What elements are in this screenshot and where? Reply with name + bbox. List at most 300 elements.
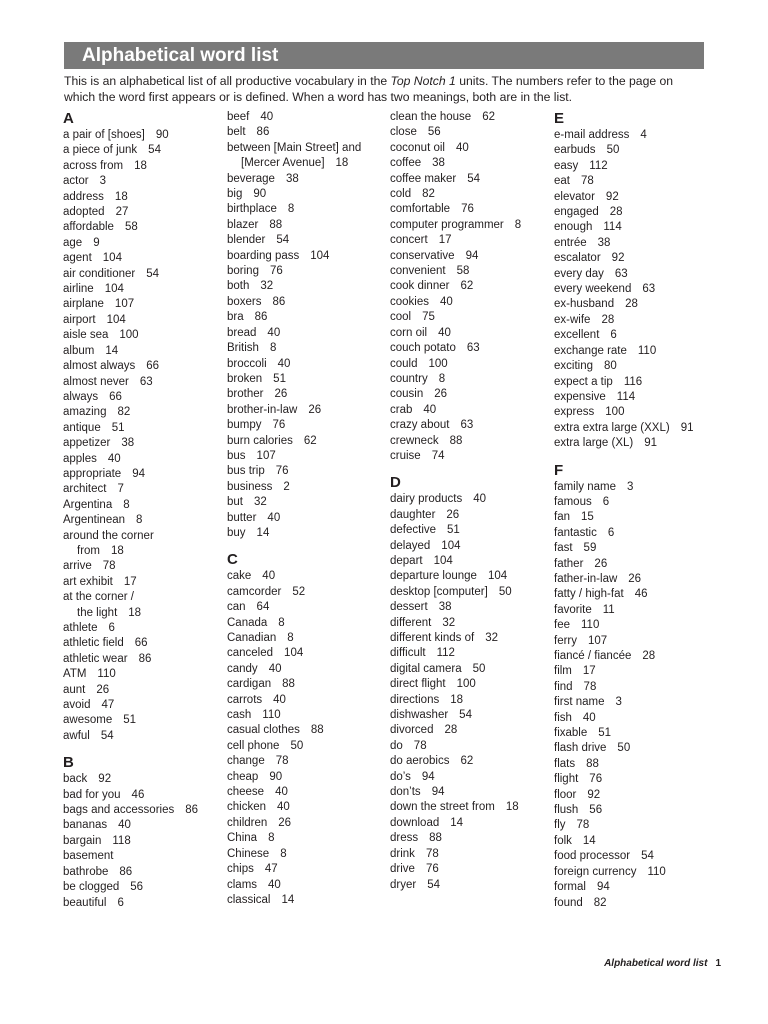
entry-page-number: 92 [611,252,625,265]
word-entry [554,865,714,880]
entry-word: drive [390,863,415,876]
entry-word: flight [554,773,579,786]
entry-word: could [390,357,418,370]
entry-word: casual clothes [227,724,300,737]
entry-page-number: 88 [429,832,442,845]
word-entry [554,480,714,495]
word-entry [227,677,385,692]
entry-word-line2: [Mercer Avenue] [241,157,325,170]
word-entry [227,526,385,541]
word-list [390,110,550,464]
entry-word: enough [554,221,593,234]
section-gap [390,464,550,474]
entry-page-number: 2 [283,480,290,493]
word-entry [554,803,714,818]
entry-page-number: 104 [102,252,122,265]
word-entry [390,800,550,815]
word-entry [227,310,385,325]
word-entry [554,375,714,390]
entry-page-number: 107 [588,634,608,647]
entry-word: delayed [390,539,431,552]
entry-word: entrée [554,236,587,249]
entry-word: boarding pass [227,249,300,262]
entry-word: boxers [227,295,262,308]
word-entry [390,770,550,785]
entry-word: children [227,816,268,829]
entry-page-number: 92 [605,190,619,203]
word-entry [63,482,221,497]
entry-word: extra large (XL) [554,437,634,450]
entry-page-number: 51 [447,524,460,537]
word-section [63,754,221,911]
word-entry [227,357,385,372]
word-entry [227,110,385,125]
intro-book-title: Top Notch 1 [390,74,456,88]
entry-word: directions [390,693,440,706]
entry-word: beautiful [63,896,107,909]
title-bar [64,42,704,69]
entry-word: digital camera [390,662,462,675]
entry-page-number: 8 [287,203,295,216]
word-entry [554,220,714,235]
word-entry [390,616,550,631]
word-entry [63,529,221,560]
word-entry [554,757,714,772]
entry-word: blender [227,234,266,247]
entry-word-continued [227,156,385,171]
entry-page-number: 50 [498,585,512,598]
entry-page-number: 28 [609,206,623,219]
entry-page-number: 88 [282,678,295,691]
word-list [227,569,385,908]
entry-page-number: 88 [269,218,283,231]
word-entry [227,141,385,172]
entry-page-number: 56 [427,126,441,139]
section-letter: C [227,551,238,569]
entry-word: adopted [63,206,105,219]
entry-page-number: 78 [413,739,427,752]
entry-word: crewneck [390,434,439,447]
entry-page-number: 40 [118,819,131,832]
word-entry [390,554,550,569]
entry-word: basement [63,850,114,863]
entry-page-number: 110 [262,709,281,722]
entry-page-number: 54 [467,172,481,185]
entry-word: earbuds [554,144,596,157]
word-entry [63,313,221,328]
entry-word: first name [554,696,605,709]
entry-page-number: 40 [275,786,288,799]
entry-word: father [554,557,584,570]
word-list [227,110,385,541]
word-entry [554,680,714,695]
word-entry [63,513,221,528]
entry-page-number: 76 [425,863,439,876]
word-entry [63,421,221,436]
entry-page-number: 52 [292,585,306,598]
word-entry [227,878,385,893]
entry-word: elevator [554,190,595,203]
section-gap [63,744,221,754]
entry-page-number: 104 [487,570,508,583]
word-entry [227,662,385,677]
entry-word: floor [554,788,577,801]
entry-word: Canadian [227,632,277,644]
word-entry [227,125,385,140]
entry-page-number: 51 [598,727,612,740]
entry-word: athletic field [63,637,124,650]
entry-page-number: 18 [134,159,147,172]
entry-word: coconut oil [390,141,445,154]
entry-page-number: 90 [253,188,267,201]
word-entry [554,741,714,756]
entry-page-number: 14 [105,344,119,357]
entry-word: cheese [227,786,265,799]
word-entry [390,878,550,893]
entry-word: fee [554,619,570,632]
word-entry [63,683,221,698]
word-entry [554,603,714,618]
entry-page-number: 112 [589,159,608,172]
word-entry [63,267,221,282]
word-section [554,110,714,452]
word-entry [227,295,385,310]
entry-word: close [390,126,417,139]
entry-word: athlete [63,622,98,634]
word-entry [554,649,714,664]
word-entry [227,403,385,418]
entry-word: easy [554,159,579,172]
word-entry [227,646,385,661]
entry-page-number: 32 [260,280,274,293]
entry-word: ATM [63,668,87,681]
word-entry [63,174,221,189]
word-entry [63,205,221,220]
entry-word: departure lounge [390,570,477,583]
entry-page-number: 76 [589,773,603,786]
entry-page-number: 40 [267,511,281,524]
entry-page-number: 26 [274,388,288,401]
entry-page-number: 6 [108,622,115,634]
entry-page-number: 4 [640,129,647,141]
entry-word: coffee [390,157,422,170]
word-entry [554,390,714,405]
word-entry [390,539,550,554]
entry-word: favorite [554,603,592,616]
word-column-1 [63,110,221,911]
word-entry [554,282,714,297]
entry-page-number: 17 [123,575,137,588]
entry-word: engaged [554,206,599,219]
entry-page-number: 40 [107,452,121,465]
entry-page-number: 32 [485,632,498,644]
entry-word: down the street from [390,801,495,814]
entry-page-number: 8 [278,616,285,629]
entry-word: affordable [63,221,114,234]
entry-page-number: 40 [473,493,487,506]
entry-page-number: 38 [432,157,445,170]
word-entry [390,310,550,325]
entry-page-number: 56 [589,804,603,817]
entry-page-number: 40 [438,326,451,339]
page-number: 1 [715,958,721,969]
entry-page-number: 51 [273,372,286,385]
word-entry [227,418,385,433]
entry-page-number: 40 [277,357,291,370]
entry-word: airport [63,313,96,326]
entry-word: ferry [554,634,577,647]
entry-page-number: 54 [148,144,161,157]
word-entry [390,387,550,402]
entry-page-number: 54 [641,850,654,863]
word-entry [390,754,550,769]
entry-word: bread [227,326,257,339]
entry-page-number: 88 [310,724,324,737]
entry-page-number: 18 [128,606,142,619]
entry-page-number: 80 [604,360,617,373]
entry-page-number: 14 [256,526,270,539]
word-list [390,492,550,893]
word-entry [227,785,385,800]
entry-page-number: 40 [423,403,437,416]
entry-word: awesome [63,714,113,727]
word-entry [63,652,221,667]
entry-page-number: 50 [617,742,631,755]
entry-word: apples [63,452,97,465]
entry-word: chicken [227,801,266,814]
entry-word: every weekend [554,283,632,296]
word-entry [227,187,385,202]
entry-word: expensive [554,390,606,403]
entry-word: aunt [63,683,86,696]
entry-page-number: 66 [134,637,148,650]
entry-page-number: 76 [272,419,286,432]
entry-page-number: 26 [278,816,292,829]
word-entry [554,174,714,189]
word-entry [390,449,550,464]
word-entry [63,390,221,405]
entry-word: fly [554,819,566,832]
word-entry [227,464,385,479]
entry-page-number: 116 [623,375,643,388]
word-entry [227,723,385,738]
entry-page-number: 90 [155,129,169,141]
entry-word: carrots [227,693,263,706]
entry-page-number: 62 [482,111,495,123]
entry-word: arrive [63,560,92,573]
entry-word: bags and accessories [63,804,175,817]
entry-page-number: 74 [431,449,445,462]
entry-word: a pair of [shoes] [63,129,145,141]
entry-page-number: 76 [461,203,474,216]
entry-word: buy [227,526,246,539]
word-entry [554,711,714,726]
entry-word: age [63,236,83,249]
word-entry [63,467,221,482]
word-entry [390,508,550,523]
entry-word: ex-wife [554,313,591,326]
word-entry [554,344,714,359]
entry-page-number: 100 [605,406,625,419]
word-entry [63,436,221,451]
word-entry [227,434,385,449]
word-entry [63,849,221,864]
word-entry [390,693,550,708]
entry-page-number: 90 [269,770,283,783]
entry-word: cook dinner [390,280,450,293]
entry-page-number: 63 [460,419,474,432]
word-entry [63,803,221,818]
entry-word: fast [554,542,573,555]
entry-word: ex-husband [554,298,615,311]
entry-page-number: 51 [111,421,125,434]
entry-word: brother [227,388,264,401]
word-entry [227,387,385,402]
word-entry [554,896,714,911]
word-entry [390,816,550,831]
entry-page-number: 8 [136,514,143,527]
word-entry [63,143,221,158]
section-gap [227,541,385,551]
entry-word: bananas [63,819,108,832]
word-entry [554,313,714,328]
entry-word: British [227,342,259,355]
entry-word: birthplace [227,203,277,216]
word-entry [554,159,714,174]
entry-word: dishwasher [390,709,449,722]
entry-page-number: 86 [138,652,152,665]
entry-page-number: 6 [607,526,615,539]
word-entry [390,279,550,294]
entry-page-number: 8 [514,218,522,231]
word-entry [554,834,714,849]
entry-word-line2: the light [77,606,118,619]
page-footer [604,958,721,969]
entry-page-number: 91 [680,421,694,434]
entry-word: dress [390,832,419,845]
entry-page-number: 54 [427,878,440,891]
word-entry [554,618,714,633]
word-entry [390,249,550,264]
word-entry [227,770,385,785]
entry-word: escalator [554,252,601,265]
entry-page-number: 94 [431,786,445,799]
word-entry [554,297,714,312]
entry-word: camcorder [227,585,282,598]
entry-page-number: 14 [281,893,295,906]
entry-word: cell phone [227,739,280,752]
word-entry [227,480,385,495]
entry-word: bad for you [63,788,121,801]
entry-word: fan [554,511,570,524]
section-letter: B [63,754,74,772]
entry-word: flats [554,757,576,770]
entry-word: cousin [390,388,424,401]
entry-page-number: 94 [132,467,145,480]
entry-page-number: 62 [303,434,317,447]
word-entry [390,202,550,217]
word-entry [390,662,550,677]
entry-word: big [227,188,243,201]
word-section [63,110,221,744]
entry-word: cold [390,188,412,201]
word-entry [554,405,714,420]
word-entry [554,634,714,649]
word-section [390,474,550,893]
word-entry [227,708,385,723]
entry-page-number: 86 [185,804,199,817]
entry-page-number: 78 [581,175,594,188]
word-entry [227,511,385,526]
word-entry [227,249,385,264]
word-entry [227,693,385,708]
entry-page-number: 38 [121,437,135,450]
entry-word: fantastic [554,526,597,539]
word-entry [227,616,385,631]
entry-page-number: 107 [114,298,135,311]
word-entry [227,739,385,754]
entry-word: cruise [390,449,421,462]
entry-page-number: 18 [335,157,349,170]
entry-page-number: 91 [644,437,658,450]
word-entry [63,498,221,513]
entry-word: clean the house [390,111,472,123]
entry-page-number: 6 [610,329,617,342]
entry-word: different [390,616,432,629]
entry-word: e-mail address [554,129,630,141]
entry-word: corn oil [390,326,428,339]
word-entry [227,372,385,387]
word-entry [390,739,550,754]
entry-word: drink [390,847,415,860]
word-entry [227,569,385,584]
entry-page-number: 112 [436,647,455,660]
entry-word: cool [390,311,412,324]
entry-word: aisle sea [63,329,109,342]
entry-word: do aerobics [390,755,450,768]
entry-word: convenient [390,265,446,278]
word-section [227,110,385,541]
entry-word: father-in-law [554,572,618,585]
word-entry [63,559,221,574]
entry-word: download [390,816,440,829]
entry-word: brother-in-law [227,403,298,416]
word-entry [554,880,714,895]
word-entry [554,526,714,541]
word-entry [63,220,221,235]
word-entry [390,723,550,738]
word-entry [227,264,385,279]
entry-page-number: 86 [119,865,133,878]
entry-word: butter [227,511,257,524]
word-entry [63,834,221,849]
entry-page-number: 54 [276,234,290,247]
word-list [63,772,221,911]
entry-page-number: 94 [465,249,479,262]
entry-word: couch potato [390,342,456,355]
entry-word: fixable [554,727,588,740]
entry-page-number: 40 [440,295,453,308]
word-entry [554,849,714,864]
word-entry [554,695,714,710]
entry-word: almost always [63,360,136,373]
word-entry [390,418,550,433]
section-gap [554,452,714,462]
entry-word: bra [227,311,244,324]
entry-word: comfortable [390,203,451,216]
entry-page-number: 28 [625,298,638,311]
entry-word: Chinese [227,847,270,860]
